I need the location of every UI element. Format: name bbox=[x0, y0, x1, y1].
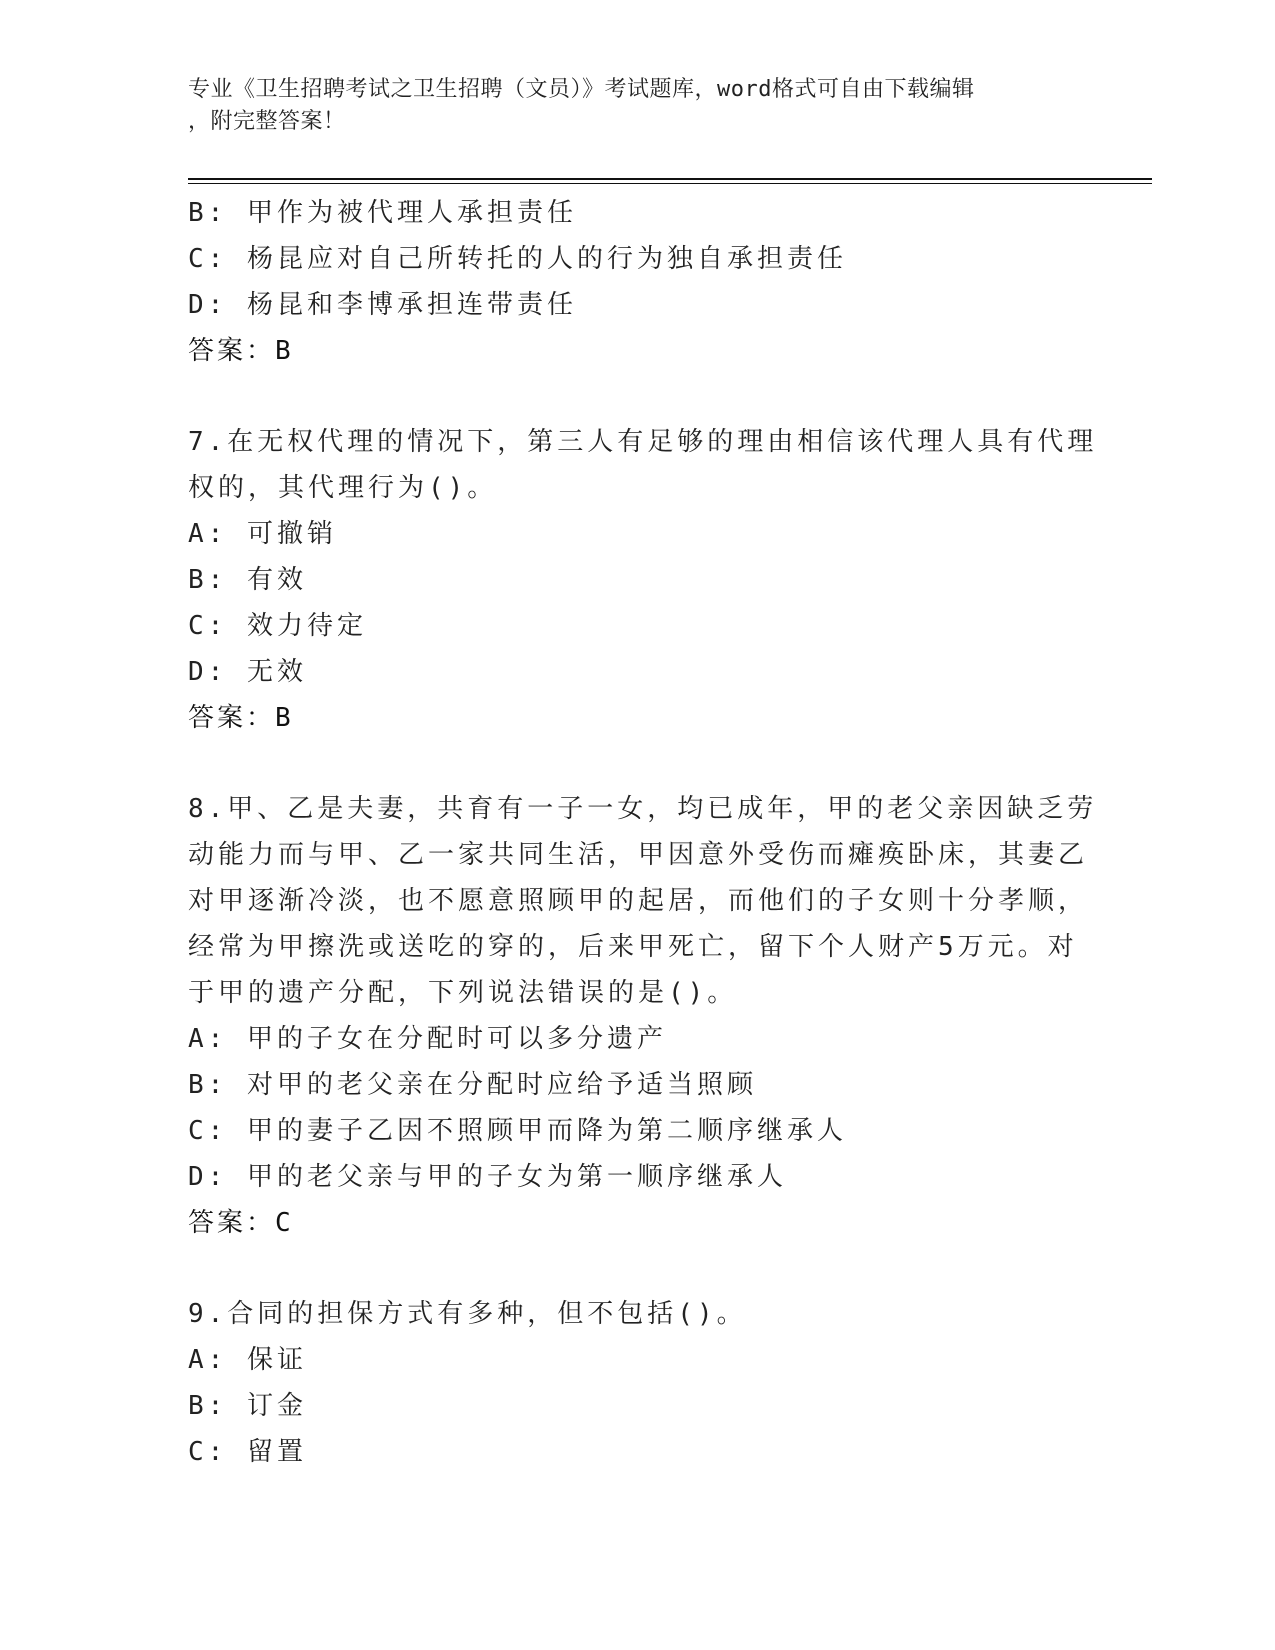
document-header bbox=[188, 74, 1068, 138]
question-stem-line: 于甲的遗产分配，下列说法错误的是()。 bbox=[188, 978, 738, 1008]
option-d: D: 甲的老父亲与甲的子女为第一顺序继承人 bbox=[188, 1162, 787, 1192]
option-b: B: 有效 bbox=[188, 565, 307, 595]
question-stem-line: 9.合同的担保方式有多种，但不包括()。 bbox=[188, 1299, 747, 1329]
header-title-line-2: ，附完整答案！ bbox=[188, 109, 346, 134]
option-c: C: 留置 bbox=[188, 1437, 307, 1467]
spacer bbox=[188, 741, 1088, 786]
question-6-options bbox=[188, 190, 1088, 328]
question-stem-line: 动能力而与甲、乙一家共同生活，甲因意外受伤而瘫痪卧床，其妻乙 bbox=[188, 840, 1089, 870]
question-7 bbox=[188, 419, 1098, 741]
document-body bbox=[188, 190, 1098, 1475]
option-a: A: 可撤销 bbox=[188, 519, 337, 549]
question-6-answer: 答案：B bbox=[188, 336, 294, 366]
option-d: D: 杨昆和李博承担连带责任 bbox=[188, 290, 577, 320]
header-divider-thin bbox=[188, 183, 1152, 184]
question-8-answer: 答案：C bbox=[188, 1208, 294, 1238]
question-stem-line: 权的，其代理行为()。 bbox=[188, 473, 498, 503]
spacer bbox=[188, 374, 1088, 419]
option-b: B: 订金 bbox=[188, 1391, 307, 1421]
question-7-answer: 答案：B bbox=[188, 703, 294, 733]
option-a: A: 保证 bbox=[188, 1345, 307, 1375]
spacer bbox=[188, 1246, 1088, 1291]
option-b: B: 甲作为被代理人承担责任 bbox=[188, 198, 577, 228]
option-c: C: 效力待定 bbox=[188, 611, 367, 641]
question-stem-line: 7.在无权代理的情况下，第三人有足够的理由相信该代理人具有代理 bbox=[188, 427, 1098, 457]
option-b: B: 对甲的老父亲在分配时应给予适当照顾 bbox=[188, 1070, 757, 1100]
question-stem-line: 8.甲、乙是夫妻，共育有一子一女，均已成年，甲的老父亲因缺乏劳 bbox=[188, 794, 1098, 824]
question-8 bbox=[188, 786, 1098, 1246]
option-d: D: 无效 bbox=[188, 657, 307, 687]
header-divider-thick bbox=[188, 178, 1152, 180]
question-stem-line: 对甲逐渐冷淡，也不愿意照顾甲的起居，而他们的子女则十分孝顺， bbox=[188, 886, 1089, 916]
question-stem-line: 经常为甲擦洗或送吃的穿的，后来甲死亡，留下个人财产5万元。对 bbox=[188, 932, 1078, 962]
header-title-line-1: 专业《卫生招聘考试之卫生招聘（文员）》考试题库，word格式可自由下载编辑 bbox=[188, 77, 975, 102]
option-c: C: 甲的妻子乙因不照顾甲而降为第二顺序继承人 bbox=[188, 1116, 847, 1146]
option-c: C: 杨昆应对自己所转托的人的行为独自承担责任 bbox=[188, 244, 847, 274]
question-9 bbox=[188, 1291, 1088, 1475]
option-a: A: 甲的子女在分配时可以多分遗产 bbox=[188, 1024, 667, 1054]
